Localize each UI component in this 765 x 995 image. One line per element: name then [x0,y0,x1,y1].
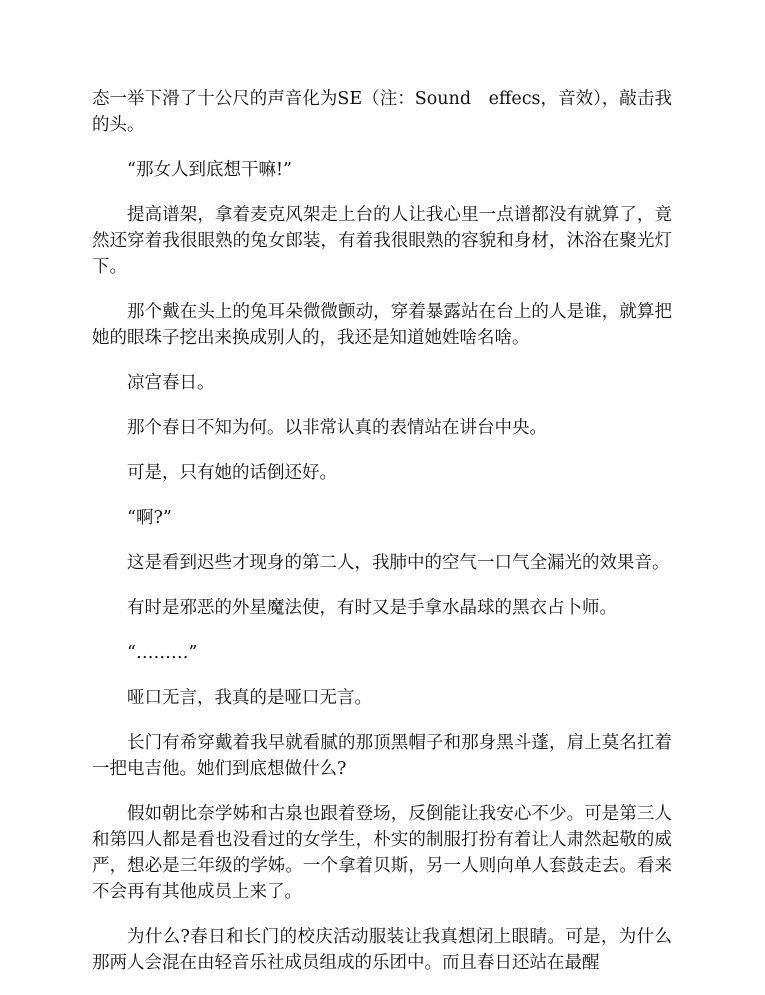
paragraph-14: 假如朝比奈学姊和古泉也跟着登场，反倒能让我安心不少。可是第三人和第四人都是看也没看过的女学生，朴实的制服打扮有着让人肃然起敬的威严，想必是三年级的学姊。一个拿着贝斯，另一人则向单人套鼓走去。看来不会再有其他成员上来了。 [92,804,672,902]
document-page [92,86,672,995]
paragraph-15: 为什么?春日和长门的校庆活动服装让我真想闭上眼睛。可是，为什么那两人会混在由轻音乐社成员组成的乐团中。而且春日还站在最醒 [92,927,672,973]
paragraph-3: 提高谱架，拿着麦克风架走上台的人让我心里一点谱都没有就算了，竟然还穿着我很眼熟的兔女郎装，有着我很眼熟的容貌和身材，沐浴在聚光灯下。 [92,205,672,277]
paragraph-10: 有时是邪恶的外星魔法使，有时又是手拿水晶球的黑衣占卜师。 [127,598,617,618]
paragraph-11: “………” [127,643,198,663]
paragraph-9: 这是看到迟些才现身的第二人，我肺中的空气一口气全漏光的效果音。 [127,553,670,573]
paragraph-12: 哑口无言，我真的是哑口无言。 [127,688,372,708]
paragraph-4: 那个戴在头上的兔耳朵微微颤动，穿着暴露站在台上的人是谁，就算把她的眼珠子挖出来换成别人的，我还是知道她姓啥名啥。 [92,302,672,348]
paragraph-5: 凉宫春日。 [127,373,215,393]
paragraph-2: “那女人到底想干嘛!” [127,160,292,180]
paragraph-1: 态一举下滑了十公尺的声音化为SE（注：Sound effecs，音效），敲击我的头。 [92,89,672,135]
paragraph-13: 长门有希穿戴着我早就看腻的那顶黑帽子和那身黑斗蓬，肩上莫名扛着一把电吉他。她们到底想做什么? [92,733,672,779]
paragraph-7: 可是，只有她的话倒还好。 [127,463,337,483]
paragraph-6: 那个春日不知为何。以非常认真的表情站在讲台中央。 [127,418,547,438]
paragraph-8: “啊?” [127,508,172,528]
